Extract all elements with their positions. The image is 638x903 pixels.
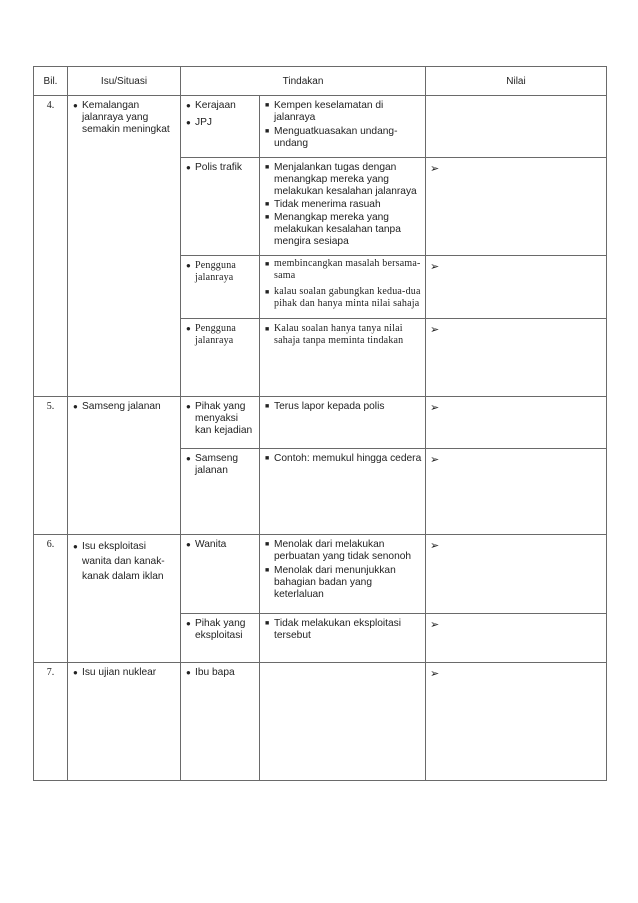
header-isu: Isu/Situasi (68, 67, 181, 96)
pihak-cell (181, 449, 260, 535)
pihak-item: ● Kerajaan (185, 100, 257, 112)
issues-table (33, 66, 607, 781)
bil-cell: 5. (34, 397, 68, 535)
tindakan-item: ■ Kalau soalan hanya tanya nilai sahaja tanpa meminta tindakan (264, 323, 423, 347)
pihak-cell (181, 158, 260, 256)
nilai-cell (426, 614, 607, 663)
tindakan-item: ■ Tidak melakukan eksploitasi tersebut (264, 618, 423, 642)
pihak-cell (181, 96, 260, 158)
isu-text: ● Isu eksploitasi wanita dan kanak-kanak dalam iklan (72, 539, 178, 584)
tindakan-cell (260, 535, 426, 614)
tindakan-item: ■ Contoh: memukul hingga cedera (264, 453, 423, 465)
nilai-cell (426, 158, 607, 256)
isu-cell (68, 397, 181, 535)
tindakan-item: ■ Menangkap mereka yang melakukan kesalahan tanpa mengira sesiapa (264, 212, 423, 248)
isu-text: ● Kemalangan jalanraya yang semakin meningkat (72, 100, 178, 136)
nilai-cell (426, 449, 607, 535)
arrow-bullet-icon: ➢ (430, 261, 440, 273)
arrow-bullet-icon: ➢ (430, 324, 440, 336)
pihak-item: ● Pihak yang eksploitasi (185, 618, 257, 642)
isu-cell (68, 96, 181, 397)
pihak-item: ● Polis trafik (185, 162, 257, 174)
bil-cell: 4. (34, 96, 68, 397)
tindakan-cell (260, 319, 426, 397)
nilai-cell (426, 256, 607, 319)
tindakan-item: ■ kalau soalan gabungkan kedua-dua pihak dan hanya minta nilai sahaja (264, 286, 423, 310)
arrow-bullet-icon: ➢ (430, 619, 440, 631)
tindakan-cell (260, 96, 426, 158)
nilai-cell (426, 663, 607, 781)
tindakan-item: ■ Menolak dari menunjukkan bahagian badan yang keterlaluan (264, 565, 423, 601)
tindakan-cell (260, 614, 426, 663)
tindakan-cell (260, 663, 426, 781)
arrow-bullet-icon: ➢ (430, 402, 440, 414)
arrow-bullet-icon: ➢ (430, 540, 440, 552)
pihak-cell (181, 319, 260, 397)
header-bil: Bil. (34, 67, 68, 96)
pihak-cell (181, 256, 260, 319)
isu-text: ● Samseng jalanan (72, 401, 178, 413)
isu-cell (68, 535, 181, 663)
tindakan-item: ■ Menguatkuasakan undang-undang (264, 126, 423, 150)
pihak-item: ● Wanita (185, 539, 257, 551)
arrow-bullet-icon: ➢ (430, 668, 440, 680)
tindakan-cell (260, 158, 426, 256)
tindakan-cell (260, 256, 426, 319)
tindakan-cell (260, 397, 426, 449)
pihak-item: ● Pengguna jalanraya (185, 323, 257, 347)
nilai-cell (426, 535, 607, 614)
pihak-cell (181, 614, 260, 663)
table-row (34, 535, 607, 614)
tindakan-item: ■ Kempen keselamatan di jalanraya (264, 100, 423, 124)
pihak-cell (181, 535, 260, 614)
header-row (34, 67, 607, 96)
isu-text: ● Isu ujian nuklear (72, 667, 178, 679)
nilai-cell (426, 397, 607, 449)
bil-cell: 7. (34, 663, 68, 781)
tindakan-item: ■ Tidak menerima rasuah (264, 199, 423, 211)
isu-cell (68, 663, 181, 781)
header-tindakan: Tindakan (181, 67, 426, 96)
pihak-cell (181, 663, 260, 781)
tindakan-item: ■ Menolak dari melakukan perbuatan yang tidak senonoh (264, 539, 423, 563)
pihak-item: ● JPJ (185, 117, 257, 129)
tindakan-item: ■ Menjalankan tugas dengan menangkap mereka yang melakukan kesalahan jalanraya (264, 162, 423, 198)
nilai-cell (426, 319, 607, 397)
pihak-item: ● Pengguna jalanraya (185, 260, 257, 284)
pihak-item: ● Pihak yang menyaksi kan kejadian (185, 401, 257, 437)
table-row (34, 96, 607, 158)
header-nilai: Nilai (426, 67, 607, 96)
table-row (34, 397, 607, 449)
nilai-cell (426, 96, 607, 158)
tindakan-cell (260, 449, 426, 535)
arrow-bullet-icon: ➢ (430, 454, 440, 466)
arrow-bullet-icon: ➢ (430, 163, 440, 175)
bil-cell: 6. (34, 535, 68, 663)
tindakan-item: ■ Terus lapor kepada polis (264, 401, 423, 413)
pihak-cell (181, 397, 260, 449)
pihak-item: ● Ibu bapa (185, 667, 257, 679)
table-row (34, 663, 607, 781)
pihak-item: ● Samseng jalanan (185, 453, 257, 477)
tindakan-item: ■ membincangkan masalah bersama-sama (264, 258, 423, 282)
